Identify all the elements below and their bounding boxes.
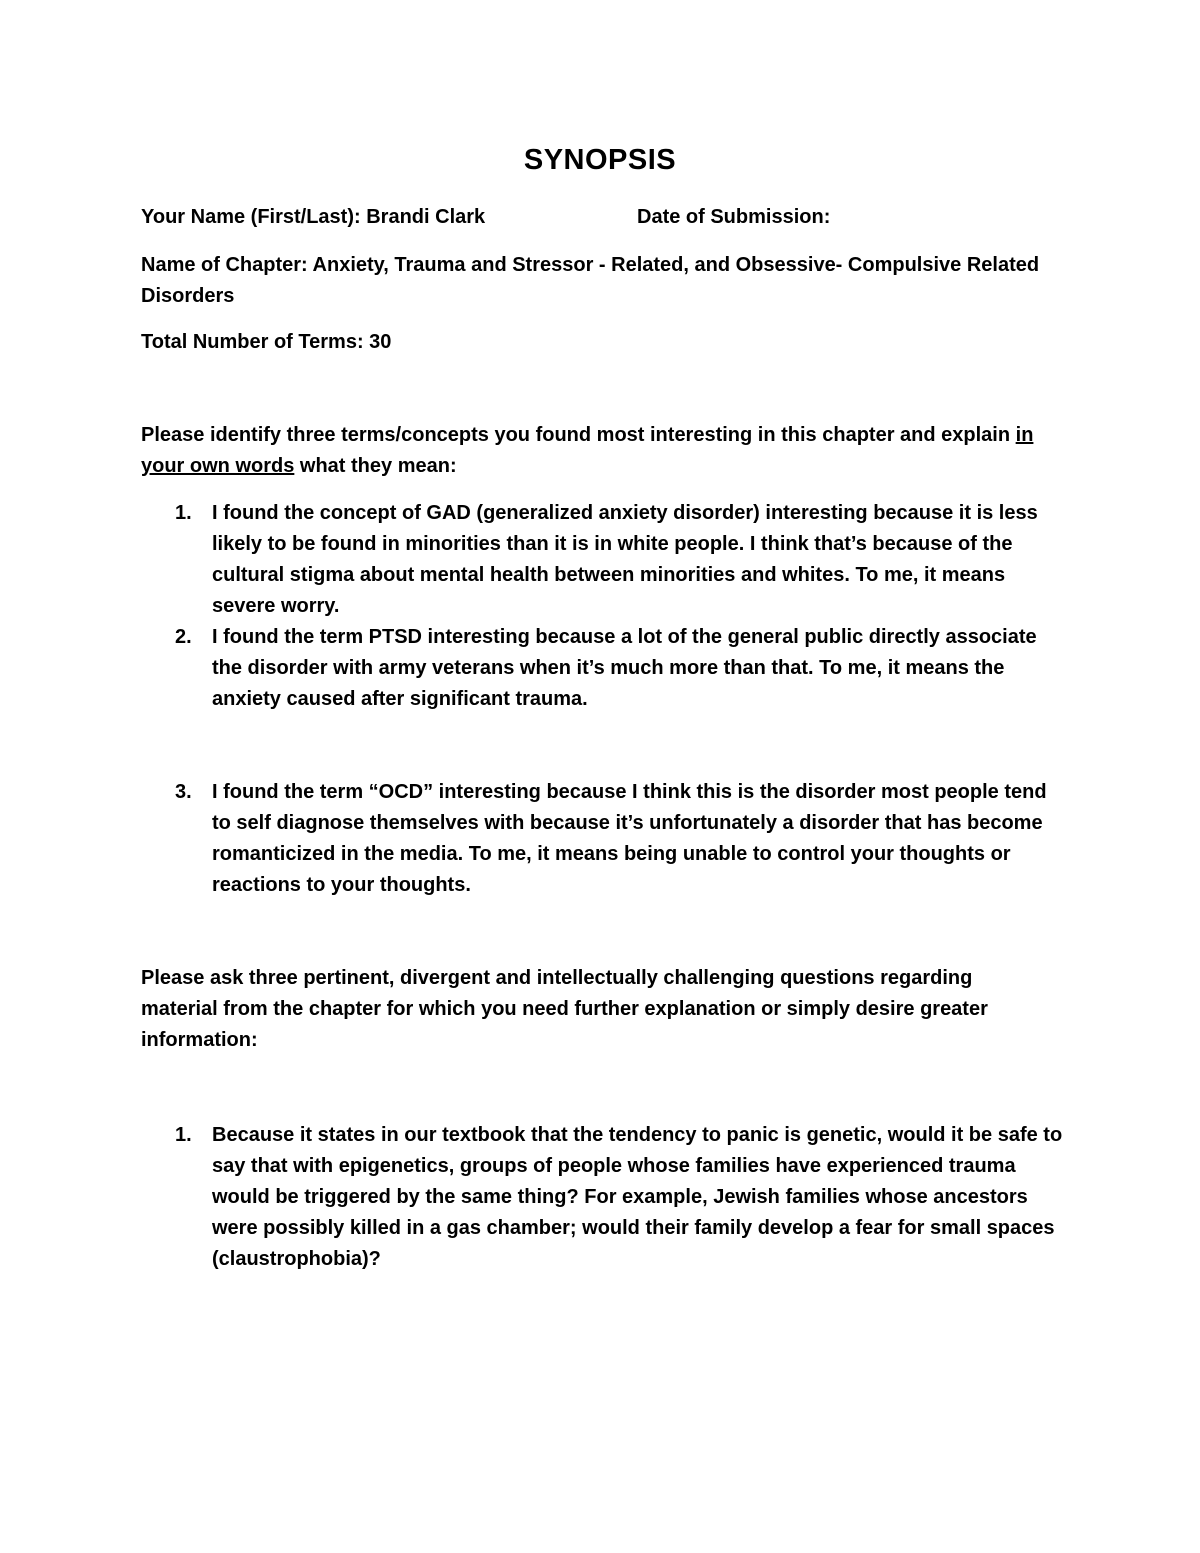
list-item	[141, 622, 1061, 715]
list-item-text: I found the term “OCD” interesting because I think this is the disorder most people tend to self diagnose themselves with because it’s unfortunately a disorder that has become romanticized in the media. To me, it means being unable to control your thoughts or reactions to your thoughts.	[212, 781, 1047, 896]
terms-count-label: Total Number of Terms:	[141, 331, 364, 353]
list-item	[141, 777, 1061, 901]
questions-prompt: Please ask three pertinent, divergent and intellectually challenging questions regarding material from the chapter for which you need further explanation or simply desire greater information:	[141, 967, 988, 1051]
date-line	[637, 202, 830, 233]
terms-prompt	[141, 420, 1076, 482]
list-item	[141, 498, 1061, 622]
name-value: Brandi Clark	[366, 206, 486, 228]
list-item-text: I found the term PTSD interesting because a lot of the general public directly associate the disorder with army veterans when it’s much more than that. To me, it means the anxiety caused after significant trauma.	[212, 626, 1037, 710]
list-item	[141, 1120, 1066, 1275]
chapter-line	[141, 250, 1081, 312]
name-line	[141, 202, 485, 233]
terms-list	[141, 498, 1061, 715]
list-item-number: 1.	[175, 1124, 192, 1146]
list-item-number: 1.	[175, 502, 192, 524]
list-item-text: Because it states in our textbook that the tendency to panic is genetic, would it be safe to say that with epigenetics, groups of people whose families have experienced trauma would be triggered by the same thing? For example, Jewish families whose ancestors were possibly killed in a gas chamber; would their family develop a fear for small spaces (claustrophobia)?	[212, 1124, 1063, 1270]
list-item-number: 3.	[175, 781, 192, 803]
chapter-value: Anxiety, Trauma and Stressor - Related, and Obsessive- Compulsive Related Disorders	[141, 254, 1040, 307]
terms-list-continued	[141, 777, 1061, 901]
chapter-label: Name of Chapter:	[141, 254, 308, 276]
terms-count-line	[141, 327, 391, 358]
terms-prompt-end: what they mean:	[299, 455, 457, 477]
terms-count-value: 30	[369, 331, 392, 353]
page-title: SYNOPSIS	[523, 144, 677, 176]
name-label: Your Name (First/Last):	[141, 206, 361, 228]
terms-prompt-underlined: in your own words	[141, 424, 1034, 477]
date-label: Date of Submission:	[637, 206, 831, 228]
list-item-text: I found the concept of GAD (generalized anxiety disorder) interesting because it is less likely to be found in minorities than it is in white people. I think that’s because of the cultural stigma about mental health between minorities and whites. To me, it means severe worry.	[212, 502, 1038, 617]
terms-prompt-start: Please identify three terms/concepts you found most interesting in this chapter and explain	[141, 424, 1011, 446]
list-item-number: 2.	[175, 626, 192, 648]
questions-list	[141, 1120, 1066, 1275]
